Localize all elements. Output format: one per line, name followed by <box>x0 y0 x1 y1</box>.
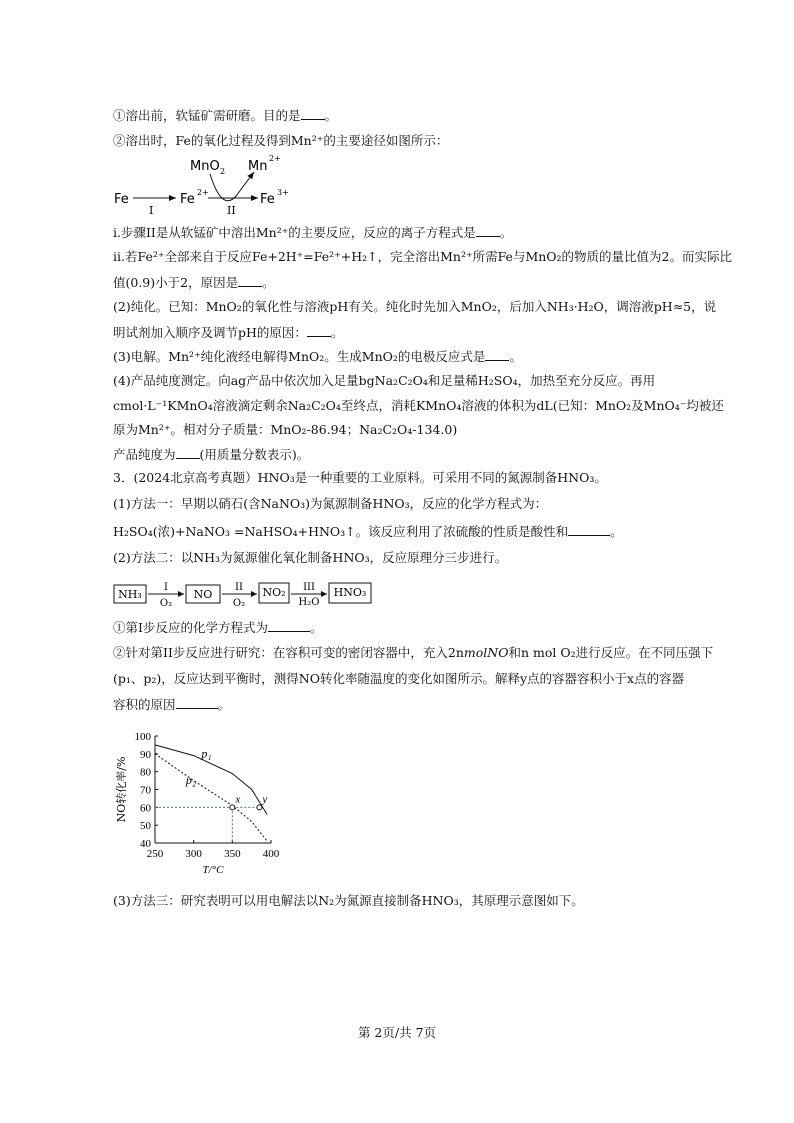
text: 容积的原因 <box>113 697 176 712</box>
fe3-charge: 3+ <box>277 188 289 197</box>
text: (3)电解。Mn²⁺纯化液经电解得MnO₂。生成MnO₂的电极反应式是 <box>113 349 486 364</box>
hno3-flow-diagram <box>113 577 383 611</box>
fe-oxidation-diagram <box>110 150 290 220</box>
series-label: p₂ <box>185 773 197 788</box>
y-tick-label: 90 <box>140 748 151 761</box>
text: 。 <box>610 524 623 539</box>
fe-label: Fe <box>114 192 129 207</box>
answer-blank <box>476 224 500 237</box>
flow-step-1-label: I <box>164 582 168 593</box>
fe3-label: Fe <box>260 192 275 207</box>
q-line-17 <box>113 619 322 636</box>
text: 原为Mn²⁺。相对分子质量：MnO₂-86.94；Na₂C₂O₄-134.0) <box>113 422 458 437</box>
text: (2)纯化。已知：MnO₂的氧化性与溶液pH有关。纯化时先加入MnO₂，后加入NH₃·H₂O，调溶液pH≈5，说 <box>113 299 717 314</box>
series-label: p₁ <box>201 746 212 761</box>
x-tick-label: 300 <box>185 848 202 860</box>
text: ①溶出前，软锰矿需研磨。目的是 <box>113 108 301 123</box>
q-line-3 <box>113 224 512 241</box>
x-tick-label: 400 <box>262 848 280 860</box>
q-line-6 <box>113 299 716 315</box>
text: ②溶出时，Fe的氧化过程及得到Mn²⁺的主要途径如图所示： <box>113 133 449 148</box>
box-no2-label: NO₂ <box>262 586 286 599</box>
text: 。 <box>217 697 231 712</box>
text-italic: molNO <box>463 645 509 660</box>
text: 。 <box>509 349 522 364</box>
q-line-11 <box>113 422 457 438</box>
q-line-16 <box>113 550 507 566</box>
curved-arrow <box>210 172 254 201</box>
q-line-4 <box>113 249 732 265</box>
flow-step-3-reagent: H₂O <box>298 597 320 608</box>
answer-blank <box>301 107 325 120</box>
q-line-21 <box>113 893 584 909</box>
text: i.步骤II是从软锰矿中溶出Mn²⁺的主要反应，反应的离子方程式是 <box>113 225 476 240</box>
q-line-5 <box>113 274 275 291</box>
mno2-label: MnO <box>190 159 220 174</box>
text: 。 <box>499 225 513 240</box>
x-tick-label: 250 <box>146 848 164 860</box>
flow-step-1-reagent: O₂ <box>159 598 173 609</box>
y-tick-label: 40 <box>140 838 151 850</box>
box-nh3-label: NH₃ <box>118 588 142 601</box>
flow-step-3-label: III <box>303 582 315 593</box>
fe2-charge: 2+ <box>197 188 209 197</box>
text: cmol·L⁻¹KMnO₄溶液滴定剩余Na₂C₂O₄至终点，消耗KMnO₄溶液的体积为dL(已知：MnO₂及MnO₄⁻均被还 <box>113 398 724 413</box>
y-tick-label: 80 <box>140 766 151 779</box>
step-1-label: I <box>149 204 154 217</box>
q-line-7 <box>113 324 343 341</box>
q-line-2 <box>113 133 448 149</box>
q-line-19 <box>113 671 684 687</box>
point-x <box>230 805 235 810</box>
q-line-9 <box>113 373 655 389</box>
text: 。 <box>324 108 338 123</box>
flow-step-2-reagent: O₂ <box>232 598 246 609</box>
answer-blank <box>307 324 331 337</box>
answer-blank <box>176 446 200 459</box>
text: 产品纯度为 <box>113 447 176 462</box>
y-axis-label: NO转化率/% <box>115 756 128 823</box>
text: 。 <box>330 325 344 340</box>
q-line-1 <box>113 107 337 124</box>
box-no-label: NO <box>193 588 213 601</box>
mn2-charge: 2+ <box>269 154 281 163</box>
text: 明试剂加入顺序及调节pH的原因： <box>113 325 307 340</box>
text: ii.若Fe²⁺全部来自于反应Fe+2H⁺=Fe²⁺+H₂↑，完全溶出Mn²⁺所需Fe与MnO₂的物质的量比值为2。而实际比 <box>113 249 733 264</box>
text: (1)方法一：早期以硝石(含NaNO₃)为氮源制备HNO₃，反应的化学方程式为： <box>113 496 548 511</box>
q-line-14 <box>113 496 547 512</box>
y-tick-label: 70 <box>140 784 151 797</box>
flow-step-2-label: II <box>235 582 243 593</box>
text: 和n mol O₂进行反应。在不同压强下 <box>508 645 714 660</box>
text: 。 <box>262 275 275 290</box>
question-3-heading <box>113 470 607 486</box>
q-line-20 <box>113 696 230 713</box>
answer-blank <box>238 274 262 287</box>
mno2-subscript: 2 <box>220 167 226 176</box>
answer-blank <box>268 619 310 632</box>
x-axis-label: T/°C <box>202 864 224 876</box>
y-tick-label: 50 <box>140 820 151 833</box>
text: (用质量分数表示)。 <box>199 447 310 462</box>
answer-blank <box>176 696 218 709</box>
text: 值(0.9)小于2，原因是 <box>113 275 239 290</box>
text: 3．(2024北京高考真题）HNO₃是一种重要的工业原料。可采用不同的氮源制备HNO₃。 <box>113 470 607 485</box>
text: H₂SO₄(浓)+NaNO₃ =NaHSO₄+HNO₃↑。该反应利用了浓硫酸的性质是酸性和 <box>113 524 569 539</box>
y-tick-label: 100 <box>134 731 151 743</box>
step-2-label: II <box>227 204 236 217</box>
answer-blank <box>568 523 610 536</box>
q-line-10 <box>113 398 724 414</box>
q-line-15 <box>113 523 623 540</box>
text: ②针对第II步反应进行研究：在容积可变的密闭容器中，充入2n <box>113 645 464 660</box>
text: 。 <box>309 620 323 635</box>
no-conversion-chart <box>113 726 293 886</box>
point-label-y: y <box>262 793 268 806</box>
page-footer: 第 2页/共 7页 <box>357 1025 437 1040</box>
text: (2)方法二：以NH₃为氮源催化氧化制备HNO₃，反应原理分三步进行。 <box>113 550 508 565</box>
x-tick-label: 350 <box>224 848 241 860</box>
text: (4)产品纯度测定。向ag产品中依次加入足量bgNa₂C₂O₄和足量稀H₂SO₄，加热至充分反应。再用 <box>113 373 656 388</box>
y-tick-label: 60 <box>140 802 151 815</box>
text: (3)方法三：研究表明可以用电解法以N₂为氮源直接制备HNO₃，其原理示意图如下。 <box>113 893 584 908</box>
mn2-label: Mn <box>248 159 268 174</box>
q-line-18 <box>113 645 713 661</box>
point-y <box>257 805 262 810</box>
series-line-2 <box>155 754 267 841</box>
text: (p₁、p₂)，反应达到平衡时，测得NO转化率随温度的变化如图所示。解释y点的容器容积小于x点的容器 <box>113 671 685 686</box>
box-hno3-label: HNO₃ <box>333 586 367 599</box>
point-label-x: x <box>235 793 241 806</box>
text: ①第I步反应的化学方程式为 <box>113 620 268 635</box>
q-line-12 <box>113 446 309 463</box>
answer-blank <box>485 348 509 361</box>
fe2-label: Fe <box>180 192 195 207</box>
q-line-8 <box>113 348 522 365</box>
